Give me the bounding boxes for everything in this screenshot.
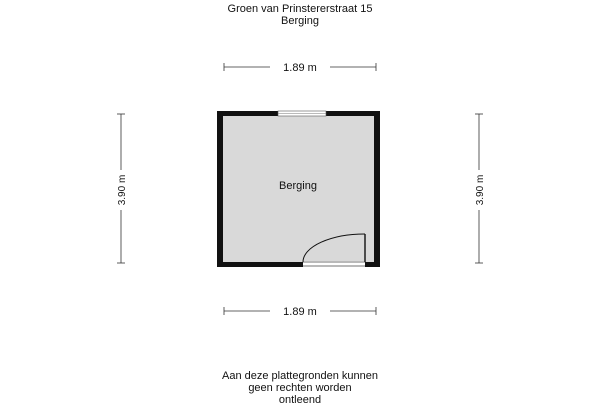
top-width-label: 1.89 m — [283, 62, 317, 74]
disclaimer-line-1: Aan deze plattegronden kunnen — [222, 370, 378, 382]
plan-address-title: Groen van Prinstererstraat 15 — [227, 3, 373, 15]
top-dimension — [224, 62, 376, 74]
bottom-width-label: 1.89 m — [283, 306, 317, 318]
room-label: Berging — [279, 180, 317, 192]
window — [278, 111, 326, 116]
left-dimension — [117, 114, 128, 263]
right-dimension — [475, 114, 486, 263]
disclaimer-line-3: ontleend — [278, 394, 322, 406]
bottom-dimension — [224, 306, 376, 318]
disclaimer-line-2: geen rechten worden — [248, 382, 352, 394]
plan-floor-title: Berging — [281, 15, 319, 27]
left-depth-label: 3.90 m — [117, 174, 128, 206]
right-depth-label: 3.90 m — [475, 174, 486, 206]
disclaimer — [0, 370, 600, 406]
